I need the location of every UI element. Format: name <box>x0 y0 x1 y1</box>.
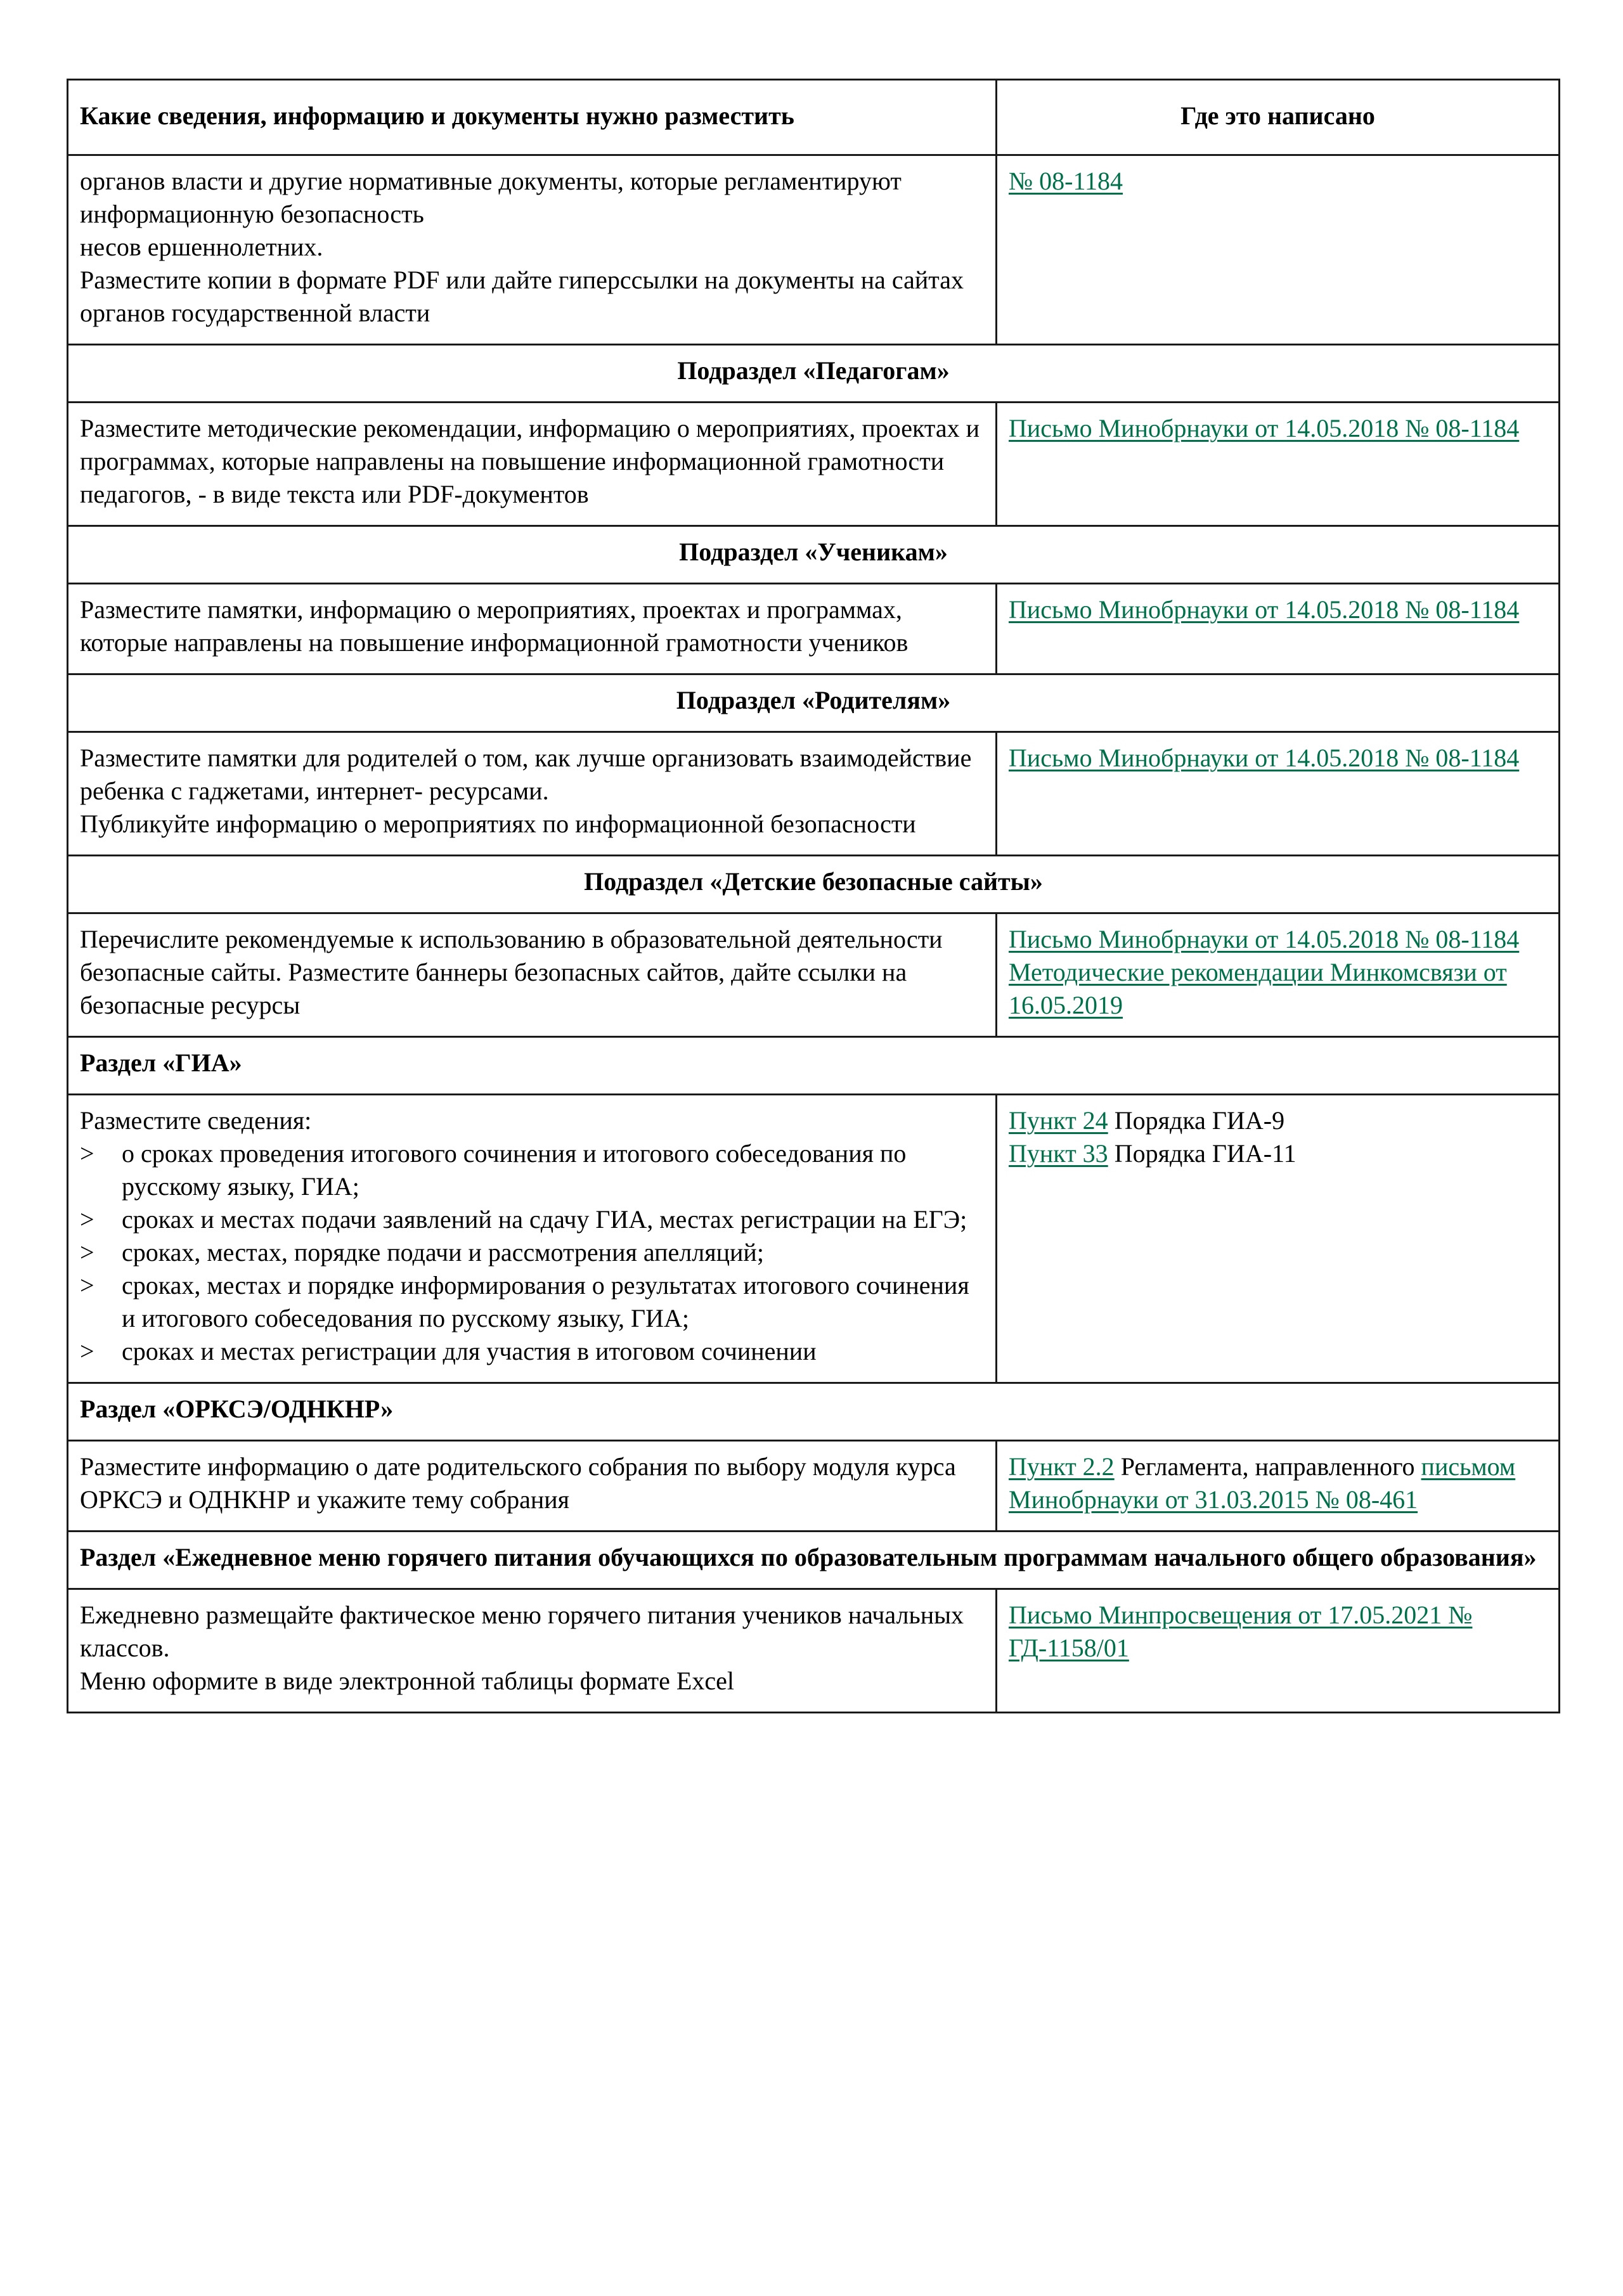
paragraph: органов власти и другие нормативные документы, которые регламентируют информационную безопасность <box>80 167 902 228</box>
reference-line <box>1009 742 1547 775</box>
paragraph: Перечислите рекомендуемые к использованию в образовательной деятельности безопасные сайты. Разместите баннеры безопасных сайтов, дайте ссылки на безопасные ресурсы <box>80 925 943 1019</box>
section-title-roditelyam: Подраздел «Родителям» <box>68 674 1560 732</box>
reference-line <box>1009 593 1547 626</box>
bullet-marker-icon: > <box>80 1238 94 1267</box>
reference-link[interactable]: Письмо Минобрнауки от 14.05.2018 № 08-1184 <box>1009 595 1520 624</box>
content-cell-reference <box>997 1589 1560 1713</box>
content-cell-reference <box>997 913 1560 1037</box>
list-item <box>80 1335 984 1368</box>
section-header-row <box>68 674 1560 732</box>
reference-link[interactable]: Пункт 2.2 <box>1009 1452 1115 1481</box>
list-item <box>80 1203 984 1236</box>
list-item <box>80 1137 984 1203</box>
list-item <box>80 1236 984 1269</box>
gia-requirements-list <box>80 1137 984 1368</box>
content-cell-description <box>68 155 997 345</box>
list-item <box>80 1269 984 1335</box>
content-cell-reference <box>997 732 1560 856</box>
section-title-gia: Раздел «ГИА» <box>68 1037 1560 1095</box>
reference-line <box>1009 956 1547 1022</box>
content-cell-description <box>68 732 997 856</box>
content-cell-reference <box>997 403 1560 526</box>
table-row <box>68 732 1560 856</box>
reference-line <box>1009 1450 1547 1516</box>
reference-line <box>1009 1599 1547 1665</box>
content-cell-description <box>68 1095 997 1383</box>
header-cell-what: Какие сведения, информацию и документы нужно разместить <box>68 80 997 155</box>
content-cell-description <box>68 1589 997 1713</box>
reference-link[interactable]: Методические рекомендации Минкомсвязи от 16.05.2019 <box>1009 958 1507 1019</box>
content-cell-reference <box>997 155 1560 345</box>
content-cell-description <box>68 913 997 1037</box>
content-cell-description <box>68 584 997 674</box>
list-item-label: сроках и местах регистрации для участия в итоговом сочинении <box>122 1337 817 1365</box>
section-header-row <box>68 1037 1560 1095</box>
list-item-label: сроках, местах и порядке информирования о результатах итогового сочинения и итогового собеседования по русскому языку, ГИА; <box>122 1271 969 1332</box>
table-row <box>68 403 1560 526</box>
paragraph: несов ершеннолетних. <box>80 233 323 261</box>
reference-link[interactable]: № 08-1184 <box>1009 167 1123 195</box>
reference-link[interactable]: Пункт 33 <box>1009 1139 1108 1168</box>
paragraph: Разместите памятки для родителей о том, как лучше организовать взаимодействие ребенка с гаджетами, интернет- ресурсами. <box>80 744 972 805</box>
content-cell-reference <box>997 1095 1560 1383</box>
list-item-label: сроках и местах подачи заявлений на сдачу ГИА, местах регистрации на ЕГЭ; <box>122 1205 967 1234</box>
reference-line <box>1009 1104 1547 1137</box>
paragraph: Меню оформите в виде электронной таблицы формате Excel <box>80 1667 734 1695</box>
section-header-row <box>68 1532 1560 1589</box>
section-title-orkse-odnknr: Раздел «ОРКСЭ/ОДНКНР» <box>68 1383 1560 1441</box>
section-title-ezhednevnoe-menyu: Раздел «Ежедневное меню горячего питания обучающихся по образовательным программам начального общего образования» <box>68 1532 1560 1589</box>
table-row <box>68 1441 1560 1532</box>
reference-link[interactable]: Письмо Минобрнауки от 14.05.2018 № 08-1184 <box>1009 744 1520 772</box>
paragraph: Разместите копии в формате PDF или дайте гиперссылки на документы на сайтах органов государственной власти <box>80 266 964 327</box>
bullet-marker-icon: > <box>80 1271 94 1300</box>
reference-text: Порядка ГИА-11 <box>1108 1139 1296 1168</box>
reference-text: Регламента, направленного <box>1114 1452 1421 1481</box>
reference-line <box>1009 165 1547 198</box>
paragraph: Разместите памятки, информацию о мероприятиях, проектах и программах, которые направлены на повышение информационной грамотности учеников <box>80 595 908 657</box>
bullet-marker-icon: > <box>80 1337 94 1365</box>
content-cell-reference <box>997 1441 1560 1532</box>
section-title-pedagogam: Подраздел «Педагогам» <box>68 345 1560 403</box>
section-header-row <box>68 1383 1560 1441</box>
content-cell-reference <box>997 584 1560 674</box>
table-header-row <box>68 80 1560 155</box>
reference-link[interactable]: письмом Минобрнауки от 31.03.2015 № 08-461 <box>1009 1452 1516 1514</box>
header-cell-where: Где это написано <box>997 80 1560 155</box>
table-row <box>68 1095 1560 1383</box>
paragraph-intro: Разместите сведения: <box>80 1106 312 1135</box>
reference-link[interactable]: Письмо Минпросвещения от 17.05.2021 № ГД-1158/01 <box>1009 1601 1473 1662</box>
reference-link[interactable]: Письмо Минобрнауки от 14.05.2018 № 08-1184 <box>1009 925 1520 953</box>
section-title-uchenikam: Подраздел «Ученикам» <box>68 526 1560 584</box>
section-header-row <box>68 526 1560 584</box>
table-row <box>68 1589 1560 1713</box>
section-header-row <box>68 856 1560 913</box>
bullet-marker-icon: > <box>80 1139 94 1168</box>
requirements-table <box>67 79 1560 1713</box>
section-header-row <box>68 345 1560 403</box>
content-cell-description <box>68 1441 997 1532</box>
section-title-detskie-bezopasnye-sajty: Подраздел «Детские безопасные сайты» <box>68 856 1560 913</box>
paragraph: Публикуйте информацию о мероприятиях по информационной безопасности <box>80 809 916 838</box>
list-item-label: о сроках проведения итогового сочинения и итогового собеседования по русскому языку, ГИА; <box>122 1139 907 1201</box>
list-item-label: сроках, местах, порядке подачи и рассмотрения апелляций; <box>122 1238 764 1267</box>
paragraph: Ежедневно размещайте фактическое меню горячего питания учеников начальных классов. <box>80 1601 964 1662</box>
bullet-marker-icon: > <box>80 1205 94 1234</box>
table-row <box>68 155 1560 345</box>
table-row <box>68 913 1560 1037</box>
reference-line <box>1009 1137 1547 1170</box>
paragraph: Разместите методические рекомендации, информацию о мероприятиях, проектах и программах, которые направлены на повышение информационной грамотности педагогов, - в виде текста или PDF-документов <box>80 414 980 508</box>
paragraph: Разместите информацию о дате родительского собрания по выбору модуля курса ОРКСЭ и ОДНКНР и укажите тему собрания <box>80 1452 956 1514</box>
table-row <box>68 584 1560 674</box>
reference-line <box>1009 412 1547 445</box>
reference-line <box>1009 923 1547 956</box>
reference-link[interactable]: Письмо Минобрнауки от 14.05.2018 № 08-1184 <box>1009 414 1520 442</box>
reference-link[interactable]: Пункт 24 <box>1009 1106 1108 1135</box>
content-cell-description <box>68 403 997 526</box>
reference-text: Порядка ГИА-9 <box>1108 1106 1285 1135</box>
